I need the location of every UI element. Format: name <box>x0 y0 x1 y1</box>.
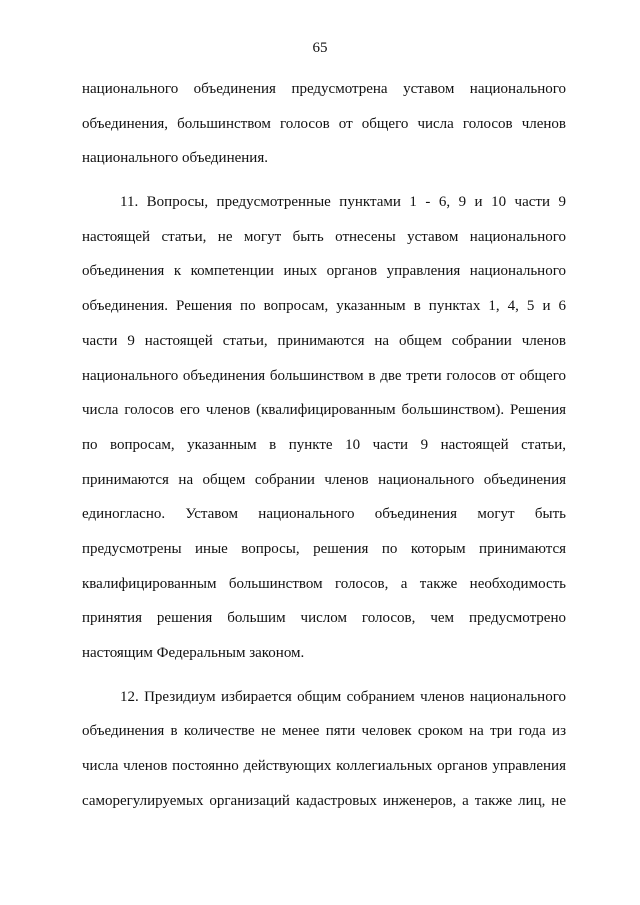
text-line: 11. Вопросы, предусмотренные пунктами 1 - 6, 9 и 10 части 9 <box>120 194 566 211</box>
document-body <box>82 72 566 818</box>
text-line: национального объединения. <box>82 150 268 167</box>
text-line: объединения, большинством голосов от общего числа голосов членов <box>82 115 566 132</box>
text-line: объединения в количестве не менее пяти человек сроком на три года из <box>82 723 566 740</box>
text-line: части 9 настоящей статьи, принимаются на общем собрании членов <box>82 332 566 349</box>
text-line: квалифицированным большинством голосов, а также необходимость <box>82 575 566 592</box>
text-line: числа членов постоянно действующих коллегиальных органов управления <box>82 758 566 775</box>
paragraph-11 <box>82 185 566 671</box>
text-line: настоящим Федеральным законом. <box>82 645 305 661</box>
text-line: национального объединения предусмотрена уставом национального <box>82 81 566 97</box>
text-line: национального объединения большинством в две трети голосов от общего <box>82 367 566 384</box>
text-line: принятия решения большим числом голосов, чем предусмотрено <box>82 610 566 627</box>
text-line: саморегулируемых организаций кадастровых инженеров, а также лиц, не <box>82 792 566 809</box>
text-line: предусмотрены иные вопросы, решения по которым принимаются <box>82 540 566 557</box>
text-line: числа голосов его членов (квалифицированным большинством). Решения <box>82 402 566 419</box>
text-line: объединения к компетенции иных органов управления национального <box>82 263 566 280</box>
text-line: по вопросам, указанным в пункте 10 части 9 настоящей статьи, <box>82 436 566 453</box>
text-line: объединения. Решения по вопросам, указанным в пунктах 1, 4, 5 и 6 <box>82 298 566 315</box>
paragraph-continuation <box>82 72 566 176</box>
page-number: 65 <box>312 40 328 56</box>
text-line: единогласно. Уставом национального объединения могут быть <box>82 506 566 523</box>
text-line: 12. Президиум избирается общим собранием членов национального <box>120 688 566 705</box>
text-line: настоящей статьи, не могут быть отнесены уставом национального <box>82 228 566 245</box>
text-line: принимаются на общем собрании членов национального объединения <box>82 471 566 488</box>
paragraph-12 <box>82 680 566 819</box>
